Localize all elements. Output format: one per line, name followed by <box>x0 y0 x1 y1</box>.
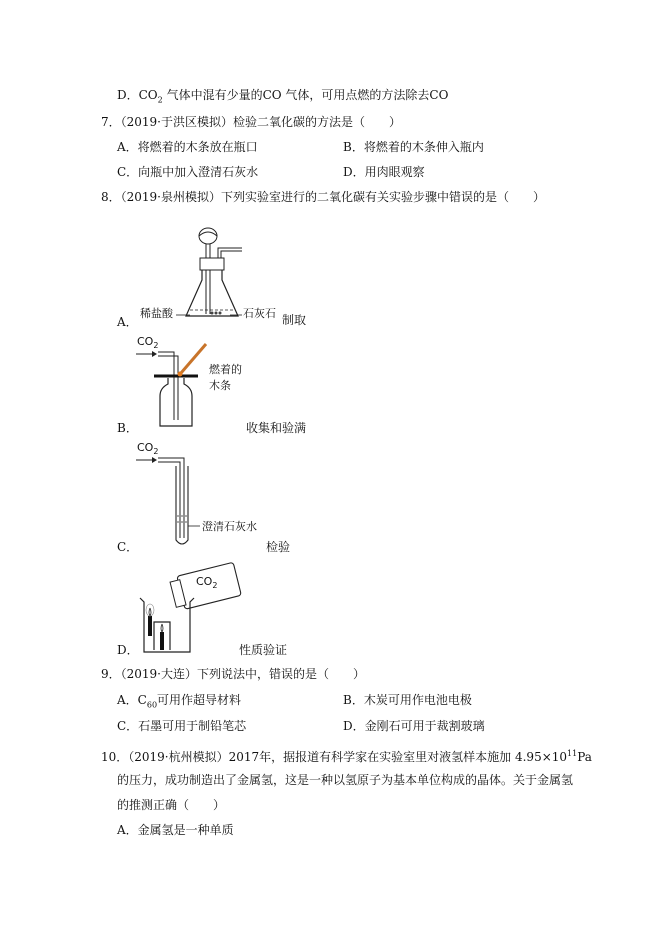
q7-option-c: C．向瓶中加入澄清石灰水 <box>117 165 259 179</box>
q6-option-d: D．$CO_2$ 气体中混有少量的CO 气体，可用点燃的方法除去CO <box>117 88 449 105</box>
label-burning-stick-2: 木条 <box>209 379 231 392</box>
label-limewater: 澄清石灰水 <box>202 520 257 533</box>
q7-option-a: A．将燃着的木条放在瓶口 <box>117 140 258 154</box>
q8-option-c-letter: C． <box>117 540 139 554</box>
q10-line-1: 10．（2019·杭州模拟）2017年，据报道有科学家在实验室里对液氢样本施加 $4.95\times 10^{11}Pa$ <box>101 749 592 764</box>
q8-option-b-caption: 收集和验满 <box>246 421 307 435</box>
gas-bottle-figure <box>134 342 214 430</box>
q8-option-a-letter: A． <box>117 315 138 329</box>
q10-line-2: 的压力，成功制造出了金属氢，这是一种以氢原子为基本单位构成的晶体。关于金属氢 <box>117 773 574 787</box>
label-burning-stick-1: 燃着的 <box>209 363 242 376</box>
q9-option-c: C．石墨可用于制铅笔芯 <box>117 719 247 733</box>
label-dilute-hcl: 稀盐酸 <box>140 307 173 320</box>
q8-option-b-letter: B． <box>117 421 138 435</box>
label-co2-d: $CO_2$ <box>196 575 218 591</box>
flask-apparatus-figure <box>180 214 250 326</box>
leader-lines-a <box>176 311 246 319</box>
q7-option-d: D．用肉眼观察 <box>343 165 425 179</box>
label-co2-c: $CO_2$ <box>137 441 159 457</box>
q7-option-b: B．将燃着的木条伸入瓶内 <box>343 140 484 154</box>
q9-stem: 9．（2019·大连）下列说法中，错误的是（ ） <box>101 667 365 681</box>
q10-line-3: 的推测正确（ ） <box>117 798 226 812</box>
q8-option-c-caption: 检验 <box>266 540 291 554</box>
q10-option-a: A．金属氢是一种单质 <box>117 823 234 837</box>
label-co2-b: $CO_2$ <box>137 335 159 351</box>
q7-stem: 7．（2019·于洪区模拟）检验二氧化碳的方法是（ ） <box>101 115 401 129</box>
q9-option-d: D．金刚石可用于裁割玻璃 <box>343 719 485 733</box>
label-limestone: 石灰石 <box>243 307 276 320</box>
q8-option-d-caption: 性质验证 <box>239 643 288 657</box>
beaker-candles-figure <box>134 558 254 658</box>
q9-option-a: A．$C_{60}$可用作超导材料 <box>117 693 242 710</box>
q8-option-d-letter: D． <box>117 643 139 657</box>
q9-option-b: B．木炭可用作电池电极 <box>343 693 472 707</box>
test-tube-figure <box>134 450 206 550</box>
q8-stem: 8．（2019·泉州模拟）下列实验室进行的二氧化碳有关实验步骤中错误的是（ ） <box>101 190 545 204</box>
q8-option-a-caption: 制取 <box>282 313 307 327</box>
